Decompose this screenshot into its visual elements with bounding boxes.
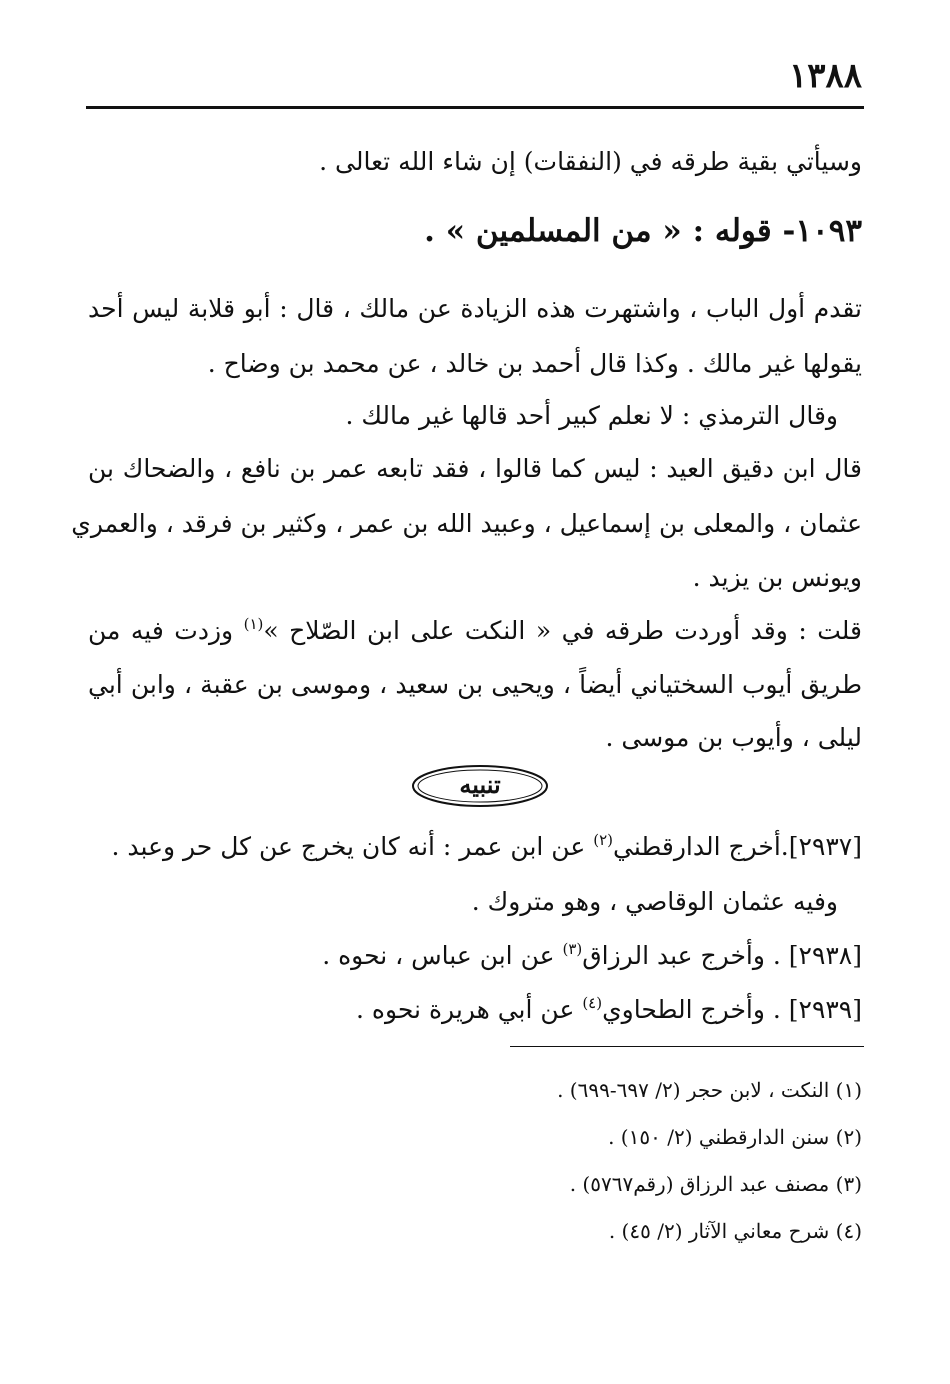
footnote-ref-1: (١)	[243, 615, 264, 633]
header-rule	[86, 106, 864, 109]
hadith-2937-text-end: عن ابن عمر : أنه كان يخرج عن كل حر وعبد .	[111, 832, 594, 861]
paragraph2-line3: ويونس بن يزيد .	[692, 563, 862, 592]
tirmidhi-line: وقال الترمذي : لا نعلم كبير أحد قالها غير مالك .	[345, 401, 838, 430]
hadith-2938-line	[88, 936, 862, 976]
paragraph3-line2: طريق أيوب السختياني أيضاً ، ويحيى بن سعيد ، وموسى بن عقبة ، وابن أبي	[88, 670, 862, 699]
paragraph3-text: قلت : وقد أوردت طرقه في « النكت على ابن الصّلاح »	[263, 616, 862, 645]
paragraph3-text-end: وزدت فيه من	[88, 616, 244, 645]
footnote-3: (٣) مصنف عبد الرزاق (رقم٥٧٦٧) .	[569, 1172, 862, 1196]
notice-label: تنبيه	[459, 770, 501, 799]
footnote-2: (٢) سنن الدارقطني (٢/ ١٥٠) .	[608, 1125, 862, 1149]
paragraph1-line2: يقولها غير مالك . وكذا قال أحمد بن خالد ، عن محمد بن وضاح .	[207, 349, 862, 378]
hadith-2939-text-end: عن أبي هريرة نحوه .	[356, 995, 583, 1024]
hadith-2938-text-end: عن ابن عباس ، نحوه .	[322, 941, 563, 970]
paragraph1-line1: تقدم أول الباب ، واشتهرت هذه الزيادة عن مالك ، قال : أبو قلابة ليس أحد	[88, 294, 862, 323]
notice-badge	[410, 763, 550, 809]
footnote-rule	[510, 1046, 864, 1047]
footnote-1: (١) النكت ، لابن حجر (٢/ ٦٩٧-٦٩٩) .	[557, 1078, 862, 1102]
page-number: ١٣٨٨	[788, 56, 862, 96]
footnote-4: (٤) شرح معاني الآثار (٢/ ٤٥) .	[608, 1219, 862, 1243]
hadith-2937-line2: وفيه عثمان الوقاصي ، وهو متروك .	[471, 887, 838, 916]
footnote-ref-3: (٣)	[562, 940, 583, 958]
paragraph3-line1	[88, 611, 862, 651]
paragraph2-line1: قال ابن دقيق العيد : ليس كما قالوا ، فقد تابعه عمر بن نافع ، والضحاك بن	[88, 454, 862, 483]
footnote-ref-2: (٢)	[593, 831, 613, 849]
paragraph2-line2: عثمان ، والمعلى بن إسماعيل ، وعبيد الله بن عمر ، وكثير بن فرقد ، والعمري	[71, 509, 862, 538]
paragraph3-line3: ليلى ، وأيوب بن موسى .	[605, 723, 862, 752]
footnote-ref-4: (٤)	[582, 994, 603, 1012]
hadith-2939-text: [٢٩٣٩] . وأخرج الطحاوي	[602, 995, 862, 1024]
intro-line: وسيأتي بقية طرقه في (النفقات) إن شاء الله تعالى .	[319, 147, 862, 176]
section-heading: ١٠٩٣- قوله : « من المسلمين » .	[424, 213, 862, 249]
hadith-2939-line	[88, 990, 862, 1030]
hadith-2937-line1	[88, 827, 862, 867]
hadith-2938-text: [٢٩٣٨] . وأخرج عبد الرزاق	[582, 941, 862, 970]
hadith-2937-text: [٢٩٣٧].أخرج الدارقطني	[612, 832, 862, 861]
